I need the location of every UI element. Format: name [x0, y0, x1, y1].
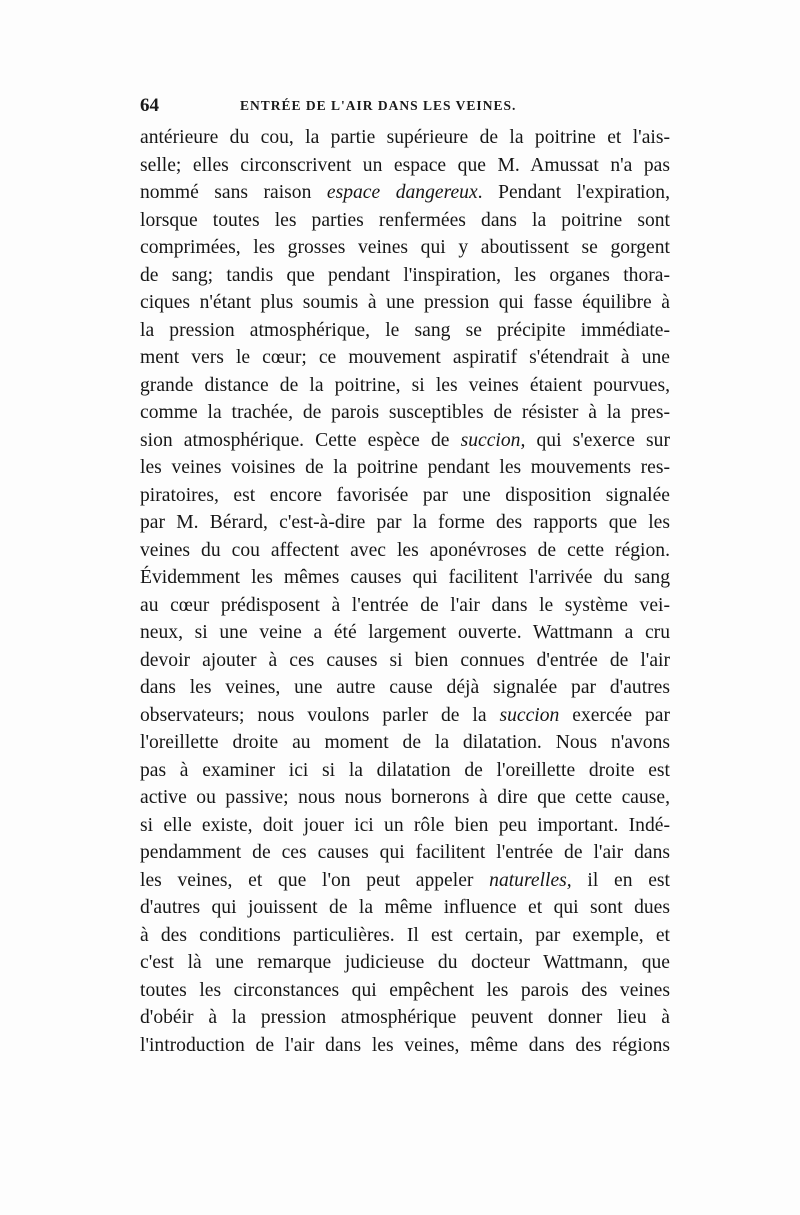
- text-line: [140, 344, 670, 372]
- text-span: les veines, et que l'on peut appeler: [140, 869, 490, 891]
- text-span: par M. Bérard, c'est-à-dire par la forme des rapports que les: [140, 512, 670, 533]
- text-span: nommé sans raison: [140, 182, 327, 203]
- text-span: comprimées, les grosses veines qui y aboutissent se gorgent: [140, 237, 670, 258]
- text-line: [140, 207, 670, 235]
- text-line: [140, 784, 670, 812]
- text-span: antérieure du cou, la partie supérieure de la poitrine et l'ais-: [140, 127, 670, 148]
- text-span: à des conditions particulières. Il est certain, par exemple, et: [140, 924, 670, 946]
- text-span: pendamment de ces causes qui facilitent l'entrée de l'air dans: [140, 842, 670, 863]
- text-line: [140, 399, 670, 427]
- text-line: [140, 427, 670, 455]
- text-span: il en est: [571, 869, 670, 891]
- text-span: active ou passive; nous nous bornerons à dire que cette cause,: [140, 787, 670, 808]
- text-line: [140, 537, 670, 565]
- italic-text: naturelles,: [489, 869, 572, 891]
- text-line: [140, 729, 670, 757]
- text-line: [140, 124, 670, 152]
- text-line: [140, 1004, 670, 1032]
- text-span: l'introduction de l'air dans les veines, même dans des régions: [140, 1034, 670, 1056]
- text-line: [140, 647, 670, 675]
- text-span: au cœur prédisposent à l'entrée de l'air dans le système vei-: [140, 594, 670, 616]
- text-span: exercée par: [559, 704, 670, 726]
- text-line: [140, 977, 670, 1005]
- text-span: selle; elles circonscrivent un espace que M. Amussat n'a pas: [140, 154, 670, 176]
- text-span: c'est là une remarque judicieuse du docteur Wattmann, que: [140, 952, 670, 973]
- text-span: neux, si une veine a été largement ouverte. Wattmann a cru: [140, 622, 670, 643]
- italic-text: espace dangereux: [326, 182, 478, 203]
- page-header: [140, 95, 670, 117]
- text-span: de sang; tandis que pendant l'inspiration, les organes thora-: [140, 264, 670, 286]
- body-text: [140, 124, 670, 1059]
- text-span: qui s'exerce sur: [525, 429, 670, 451]
- text-span: l'oreillette droite au moment de la dilatation. Nous n'avons: [140, 732, 670, 753]
- text-span: comme la trachée, de parois susceptibles de résister à la pres-: [140, 402, 670, 423]
- text-line: [140, 289, 670, 317]
- text-line: [140, 454, 670, 482]
- text-span: grande distance de la poitrine, si les veines étaient pourvues,: [140, 374, 670, 396]
- text-line: [140, 812, 670, 840]
- text-line: [140, 179, 670, 207]
- italic-text: succion,: [460, 429, 526, 451]
- text-span: ment vers le cœur; ce mouvement aspiratif s'étendrait à une: [140, 347, 670, 368]
- running-title: ENTRÉE DE L'AIR DANS LES VEINES.: [240, 98, 517, 113]
- text-line: [140, 867, 670, 895]
- text-span: lorsque toutes les parties renfermées dans la poitrine sont: [140, 209, 670, 231]
- text-line: [140, 509, 670, 537]
- text-span: les veines voisines de la poitrine pendant les mouvements res-: [140, 457, 670, 478]
- text-line: [140, 152, 670, 180]
- text-line: [140, 922, 670, 950]
- text-line: [140, 619, 670, 647]
- text-line: [140, 317, 670, 345]
- text-span: sion atmosphérique. Cette espèce de: [140, 429, 461, 451]
- text-span: . Pendant l'expiration,: [477, 182, 670, 203]
- text-span: observateurs; nous voulons parler de la: [140, 704, 500, 726]
- text-line: [140, 757, 670, 785]
- text-line: [140, 592, 670, 620]
- text-span: d'obéir à la pression atmosphérique peuvent donner lieu à: [140, 1007, 670, 1028]
- text-line: [140, 702, 670, 730]
- text-span: la pression atmosphérique, le sang se précipite immédiate-: [140, 319, 670, 341]
- italic-text: succion: [499, 704, 560, 726]
- text-span: toutes les circonstances qui empêchent les parois des veines: [140, 979, 670, 1001]
- text-span: d'autres qui jouissent de la même influence et qui sont dues: [140, 897, 670, 918]
- text-line: [140, 839, 670, 867]
- text-line: [140, 482, 670, 510]
- text-line: [140, 674, 670, 702]
- text-line: [140, 894, 670, 922]
- text-span: veines du cou affectent avec les aponévroses de cette région.: [140, 539, 670, 561]
- text-span: dans les veines, une autre cause déjà signalée par d'autres: [140, 677, 670, 698]
- text-span: piratoires, est encore favorisée par une disposition signalée: [140, 484, 670, 506]
- text-span: Évidemment les mêmes causes qui facilitent l'arrivée du sang: [140, 567, 670, 588]
- text-span: si elle existe, doit jouer ici un rôle bien peu important. Indé-: [140, 814, 670, 836]
- page-number: 64: [140, 95, 159, 116]
- text-span: devoir ajouter à ces causes si bien connues d'entrée de l'air: [140, 649, 670, 671]
- text-line: [140, 1032, 670, 1060]
- text-line: [140, 372, 670, 400]
- text-span: ciques n'étant plus soumis à une pression qui fasse équilibre à: [140, 292, 670, 313]
- text-span: pas à examiner ici si la dilatation de l'oreillette droite est: [140, 759, 670, 781]
- text-line: [140, 564, 670, 592]
- text-line: [140, 234, 670, 262]
- text-line: [140, 949, 670, 977]
- text-line: [140, 262, 670, 290]
